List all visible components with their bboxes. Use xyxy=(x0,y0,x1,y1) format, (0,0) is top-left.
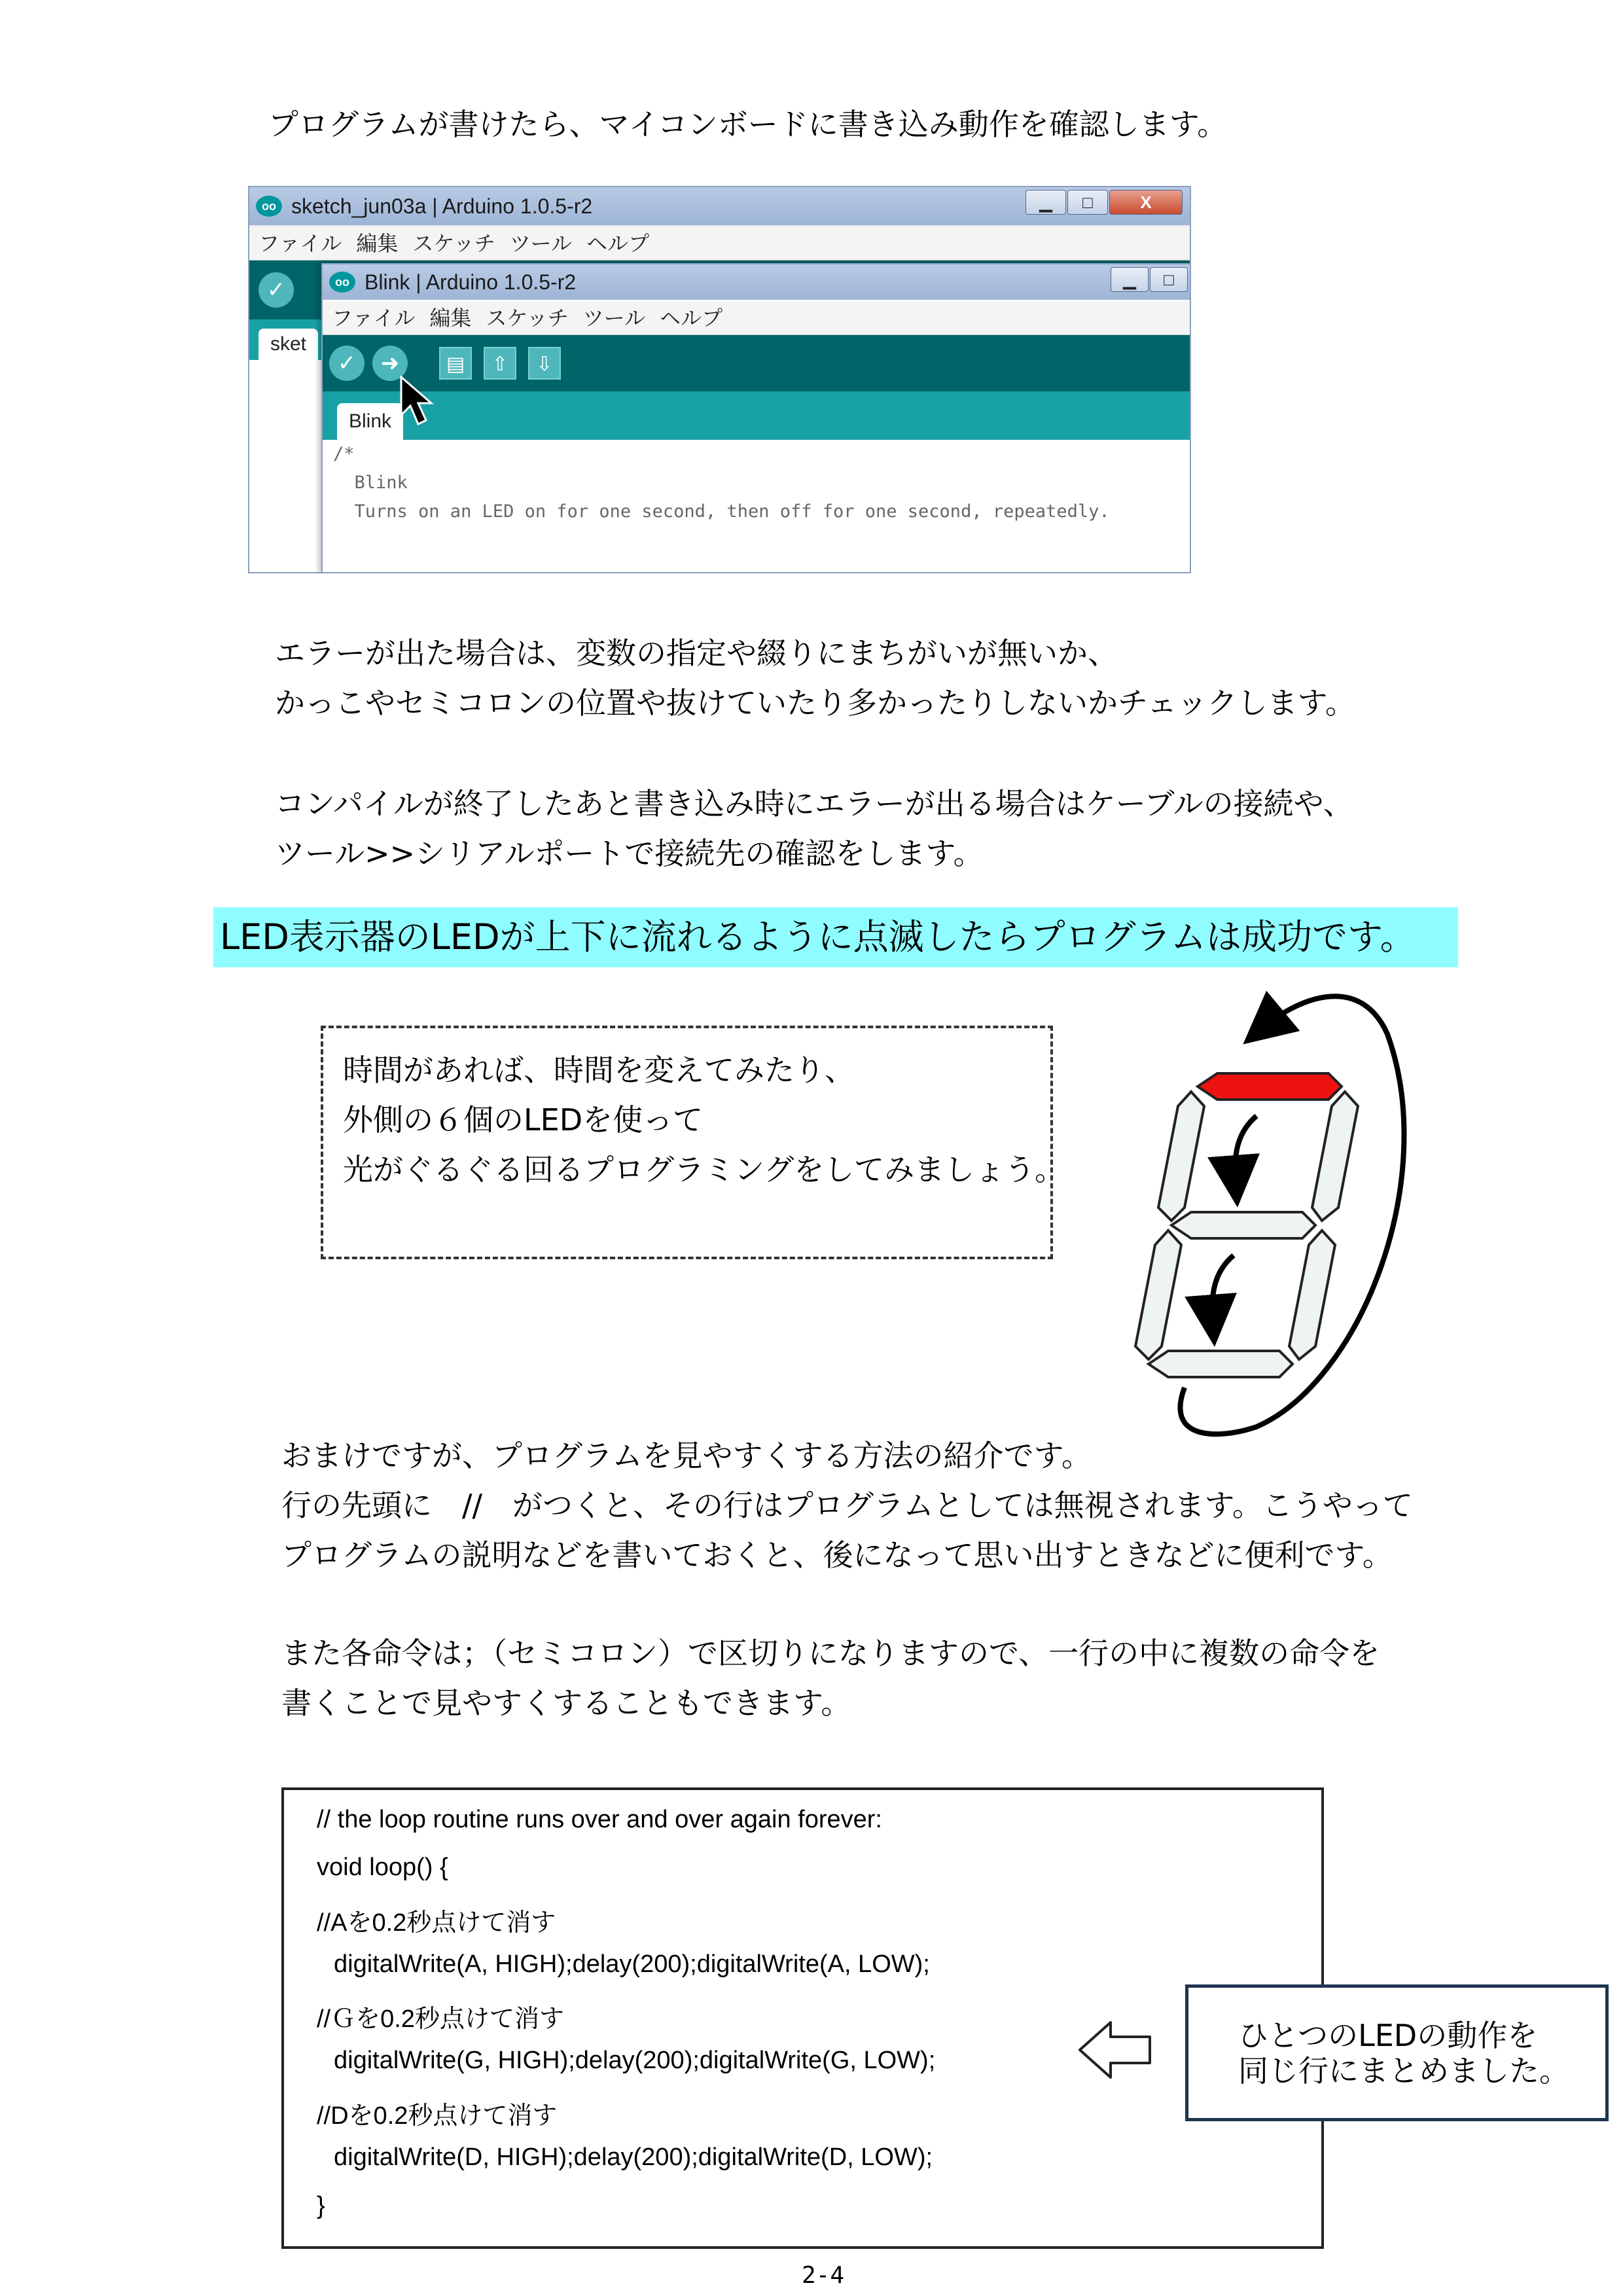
code-line: Blink xyxy=(333,473,408,493)
text-line: ツール>>シリアルポートで接続先の確認をします。 xyxy=(275,836,984,871)
back-window-menubar xyxy=(249,226,1190,260)
segment-c xyxy=(1289,1230,1335,1359)
front-window-toolbar xyxy=(323,335,1190,391)
menu-edit[interactable]: 編集 xyxy=(429,306,472,331)
front-window-tabbar xyxy=(323,391,1190,440)
maximize-button[interactable]: □ xyxy=(1067,190,1108,215)
menu-file[interactable]: ファイル xyxy=(332,306,416,331)
success-headline: LED表示器のLEDが上下に流れるように点滅したらプログラムは成功です。 xyxy=(213,907,1458,967)
menu-tools[interactable]: ツール xyxy=(509,231,573,256)
open-button[interactable]: ⇧ xyxy=(484,347,516,380)
back-window-tab[interactable]: sket xyxy=(259,329,318,360)
code-line: //Aを0.2秒点けて消す xyxy=(317,1909,556,1937)
code-line: } xyxy=(317,2192,325,2219)
code-example-box xyxy=(281,1787,1324,2249)
menu-help[interactable]: ヘルプ xyxy=(660,306,723,331)
arduino-logo-icon: oo xyxy=(256,196,282,217)
upload-button[interactable]: ➜ xyxy=(372,346,408,381)
code-line: //Ｇを0.2秒点けて消す xyxy=(317,2005,564,2033)
text-line: 光がぐるぐる回るプログラミングをしてみましょう。 xyxy=(343,1152,1065,1187)
down-arrow-icon xyxy=(1235,1116,1257,1181)
tip-text xyxy=(343,1045,1065,1194)
code-line: digitalWrite(A, HIGH);delay(200);digitalWrite(A, LOW); xyxy=(334,1950,930,1978)
menu-sketch[interactable]: スケッチ xyxy=(486,306,569,331)
tips2-p2 xyxy=(281,1628,1380,1728)
arduino-ide-screenshot xyxy=(248,186,1191,573)
segment-e xyxy=(1135,1230,1181,1359)
page-number: 2-4 xyxy=(802,2262,845,2289)
text-line: おまけですが、プログラムを見やすくする方法の紹介です。 xyxy=(281,1438,1092,1473)
down-arrow-icon xyxy=(1212,1255,1234,1321)
code-line: //Dを0.2秒点けて消す xyxy=(317,2102,558,2130)
code-line: digitalWrite(G, HIGH);delay(200);digitalWrite(G, LOW); xyxy=(334,2047,936,2074)
minimize-button[interactable]: ▁ xyxy=(1026,190,1066,215)
segment-b xyxy=(1312,1092,1358,1221)
seven-segment-diagram xyxy=(1086,982,1440,1453)
text-line: 時間があれば、時間を変えてみたり、 xyxy=(343,1052,855,1088)
menu-edit[interactable]: 編集 xyxy=(356,231,399,256)
code-line: /* xyxy=(333,444,355,464)
mouse-cursor-icon xyxy=(400,376,437,428)
front-window-title: Blink | Arduino 1.0.5-r2 xyxy=(365,270,577,294)
menu-tools[interactable]: ツール xyxy=(582,306,646,331)
save-button[interactable]: ⇩ xyxy=(528,347,561,380)
front-window-menubar xyxy=(323,301,1190,335)
left-arrow-icon xyxy=(1077,2017,1155,2083)
arduino-logo-icon: oo xyxy=(329,272,355,293)
tip-box xyxy=(321,1026,1065,1259)
text-line: 行の先頭に // がつくと、その行はプログラムとしては無視されます。こうやって xyxy=(281,1488,1413,1523)
intro-text: プログラムが書けたら、マイコンボードに書き込み動作を確認します。 xyxy=(268,107,1228,142)
menu-sketch[interactable]: スケッチ xyxy=(412,231,495,256)
error-notes-p1 xyxy=(275,628,1355,728)
front-window xyxy=(321,263,1191,573)
code-line: Turns on an LED on for one second, then off for one second, repeatedly. xyxy=(333,501,1110,522)
maximize-button[interactable]: □ xyxy=(1150,267,1188,292)
text-line: エラーが出た場合は、変数の指定や綴りにまちがいが無いか、 xyxy=(275,636,1118,671)
code-line: // the loop routine runs over and over again forever: xyxy=(317,1806,882,1833)
segment-a-lit xyxy=(1198,1073,1342,1100)
verify-button[interactable]: ✓ xyxy=(329,346,365,381)
close-button[interactable]: X xyxy=(1109,190,1183,215)
text-line: 外側の６個のLEDを使って xyxy=(343,1102,704,1138)
error-notes-p2 xyxy=(275,779,1353,878)
text-line: 同じ行にまとめました。 xyxy=(1238,2053,1569,2089)
segment-g xyxy=(1171,1212,1315,1238)
back-window-titlebar xyxy=(249,187,1190,225)
text-line: コンパイルが終了したあと書き込み時にエラーが出る場合はケーブルの接続や、 xyxy=(275,786,1353,821)
verify-button[interactable]: ✓ xyxy=(259,272,294,308)
code-line: digitalWrite(D, HIGH);delay(200);digitalWrite(D, LOW); xyxy=(334,2144,933,2171)
segment-d xyxy=(1149,1351,1293,1377)
text-line: また各命令は；（セミコロン）で区切りになりますので、一行の中に複数の命令を xyxy=(281,1636,1380,1671)
text-line: かっこやセミコロンの位置や抜けていたり多かったりしないかチェックします。 xyxy=(275,685,1355,721)
text-line: ひとつのLEDの動作を xyxy=(1238,2018,1538,2053)
back-window-title: sketch_jun03a | Arduino 1.0.5-r2 xyxy=(291,194,593,218)
minimize-button[interactable]: ▁ xyxy=(1111,267,1149,292)
code-editor[interactable] xyxy=(323,440,1190,572)
callout-box xyxy=(1185,1984,1609,2121)
segment-f xyxy=(1158,1092,1204,1221)
menu-file[interactable]: ファイル xyxy=(259,231,342,256)
text-line: プログラムの説明などを書いておくと、後になって思い出すときなどに便利です。 xyxy=(281,1537,1393,1573)
tab-blink[interactable]: Blink xyxy=(337,403,403,440)
front-window-titlebar xyxy=(323,264,1190,300)
new-button[interactable]: ▤ xyxy=(439,347,472,380)
tips2-p1 xyxy=(281,1431,1413,1580)
text-line: 書くことで見やすくすることもできます。 xyxy=(281,1685,851,1721)
menu-help[interactable]: ヘルプ xyxy=(586,231,650,256)
code-line: void loop() { xyxy=(317,1854,448,1881)
